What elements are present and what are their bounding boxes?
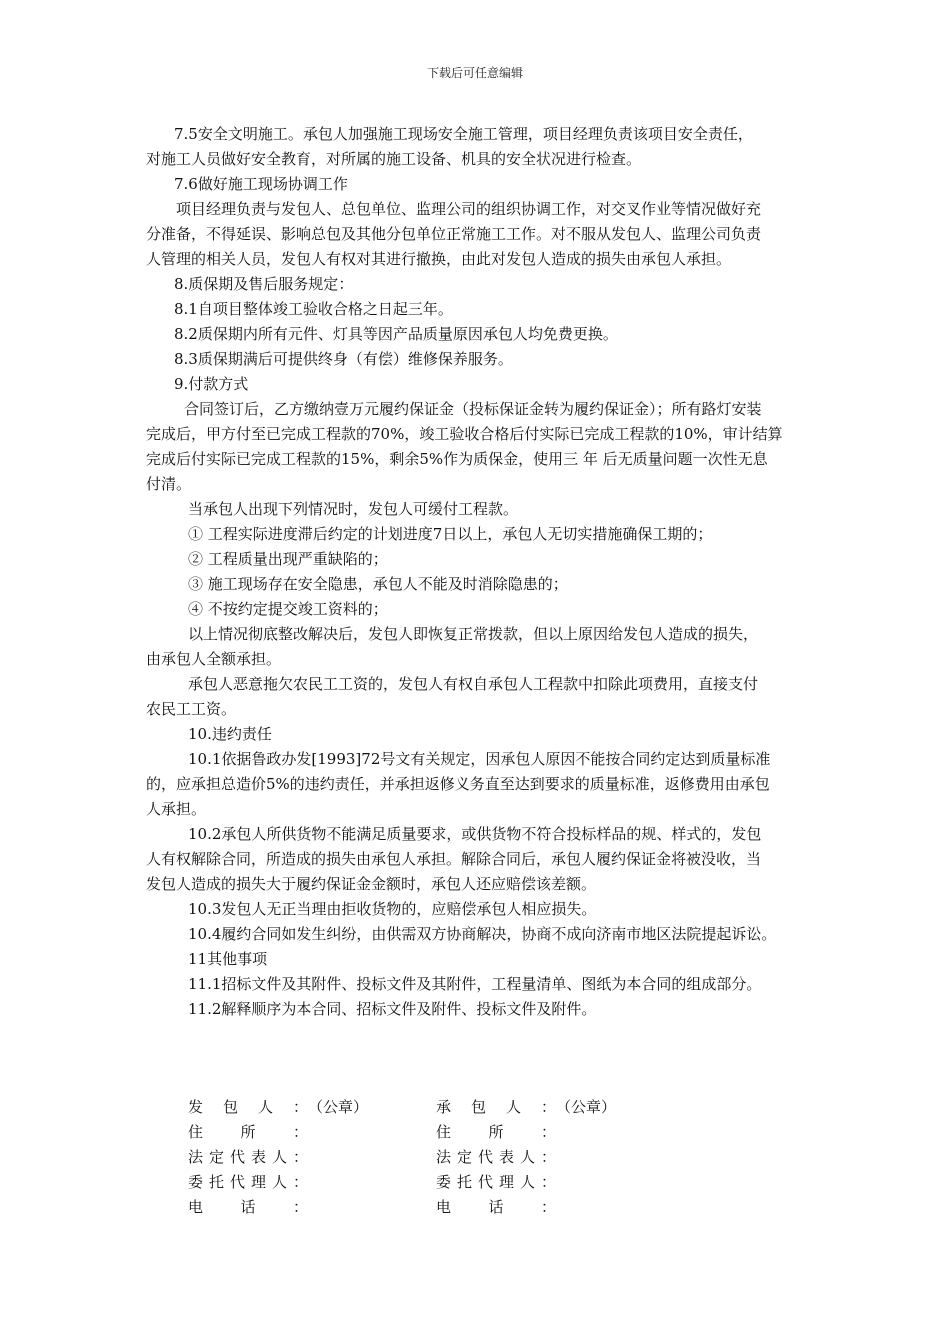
payment-para-1-line-1: 合同签订后，乙方缴纳壹万元履约保证金（投标保证金转为履约保证金）；所有路灯安装: [184, 400, 762, 418]
page-header-note: 下载后可任意编辑: [426, 66, 523, 80]
contract-body: [146, 122, 812, 1022]
signature-block: [188, 1096, 748, 1221]
payment-para-3-line-2: 由承包人全额承担。: [146, 650, 282, 668]
payment-para-3-line-1: 以上情况彻底整改解决后，发包人即恢复正常拨款，但以上原因给发包人造成的损失，: [188, 625, 759, 643]
signature-row-address: [188, 1121, 748, 1146]
section-10-2-line-2: 人有权解除合同，所造成的损失由承包人承担。解除合同后，承包人履约保证金将被没收，当: [146, 850, 762, 868]
section-11-title: 11其他事项: [188, 950, 268, 968]
payment-para-2: 当承包人出现下列情况时，发包人可缓付工程款。: [188, 500, 519, 518]
employer-legal-rep-label: 法定代表人：: [188, 1148, 308, 1166]
employer-phone-label: 电话：: [188, 1198, 308, 1216]
payment-condition-4: ④ 不按约定提交竣工资料的；: [188, 600, 388, 618]
section-8-2: 8.2质保期内所有元件、灯具等因产品质量原因承包人均免费更换。: [174, 325, 618, 343]
section-10-4: 10.4履约合同如发生纠纷，由供需双方协商解决，协商不成向济南市地区法院提起诉讼。: [188, 925, 777, 943]
payment-para-1-line-4: 付清。: [146, 475, 192, 493]
section-10-3: 10.3发包人无正当理由拒收货物的，应赔偿承包人相应损失。: [188, 900, 597, 918]
signature-row-agent: [188, 1171, 748, 1196]
section-8-3: 8.3质保期满后可提供终身（有偿）维修保养服务。: [174, 350, 513, 368]
contractor-label: 承包人：: [436, 1098, 556, 1116]
section-8-title: 8.质保期及售后服务规定：: [174, 275, 354, 293]
section-10-2-line-1: 10.2承包人所供货物不能满足质量要求，或供货物不符合投标样品的规、样式的，发包: [188, 825, 762, 843]
section-10-2-line-3: 发包人造成的损失大于履约保证金金额时，承包人还应赔偿该差额。: [146, 875, 597, 893]
payment-para-1-line-3: 完成后付实际已完成工程款的15%，剩余5%作为质保金，使用三 年 后无质量问题一次性无息: [146, 450, 768, 468]
section-10-1-line-2: 的，应承担总造价5%的违约责任，并承担返修义务直至达到要求的质量标准，返修费用由承包: [146, 775, 770, 793]
payment-condition-1: ① 工程实际进度滞后约定的计划进度7日以上，承包人无切实措施确保工期的；: [188, 525, 713, 543]
contractor-phone-label: 电话：: [436, 1198, 556, 1216]
signature-row-phone: [188, 1196, 748, 1221]
section-7-5-line-1: 7.5安全文明施工。承包人加强施工现场安全施工管理，项目经理负责该项目安全责任，: [174, 125, 753, 143]
employer-address-label: 住所：: [188, 1123, 308, 1141]
section-7-6-title: 7.6做好施工现场协调工作: [174, 175, 348, 193]
signature-row-party: [188, 1096, 748, 1121]
section-8-1: 8.1自项目整体竣工验收合格之日起三年。: [174, 300, 453, 318]
section-7-6-line-3: 人管理的相关人员，发包人有权对其进行撤换，由此对发包人造成的损失由承包人承担。: [146, 250, 732, 268]
contractor-address-label: 住所：: [436, 1123, 556, 1141]
section-7-5-line-2: 对施工人员做好安全教育，对所属的施工设备、机具的安全状况进行检查。: [146, 150, 642, 168]
section-10-1-line-3: 人承担。: [146, 800, 207, 818]
employer-seal: （公章）: [308, 1098, 369, 1116]
section-11-2: 11.2解释顺序为本合同、招标文件及附件、投标文件及附件。: [188, 1000, 597, 1018]
payment-condition-2: ② 工程质量出现严重缺陷的；: [188, 550, 388, 568]
contractor-legal-rep-label: 法定代表人：: [436, 1148, 556, 1166]
section-9-title: 9.付款方式: [174, 375, 249, 393]
employer-label: 发包人：: [188, 1098, 308, 1116]
payment-para-1-line-2: 完成后，甲方付至已完成工程款的70%，竣工验收合格后付实际已完成工程款的10%，审计结算: [146, 425, 783, 443]
employer-agent-label: 委托代理人：: [188, 1173, 308, 1191]
contractor-agent-label: 委托代理人：: [436, 1173, 556, 1191]
payment-para-4-line-1: 承包人恶意拖欠农民工工资的，发包人有权自承包人工程款中扣除此项费用，直接支付: [188, 675, 759, 693]
section-7-6-line-1: 项目经理负责与发包人、总包单位、监理公司的组织协调工作，对交叉作业等情况做好充: [176, 200, 762, 218]
signature-row-legal-rep: [188, 1146, 748, 1171]
section-11-1: 11.1招标文件及其附件、投标文件及其附件，工程量清单、图纸为本合同的组成部分。: [188, 975, 762, 993]
contractor-seal: （公章）: [556, 1098, 617, 1116]
payment-condition-3: ③ 施工现场存在安全隐患，承包人不能及时消除隐患的；: [188, 575, 568, 593]
section-10-1-line-1: 10.1依据鲁政办发[1993]72号文有关规定，因承包人原因不能按合同约定达到质量标准: [188, 750, 771, 768]
payment-para-4-line-2: 农民工工资。: [146, 700, 237, 718]
section-10-title: 10.违约责任: [188, 725, 272, 743]
section-7-6-line-2: 分准备，不得延误、影响总包及其他分包单位正常施工工作。对不服从发包人、监理公司负责: [146, 225, 762, 243]
